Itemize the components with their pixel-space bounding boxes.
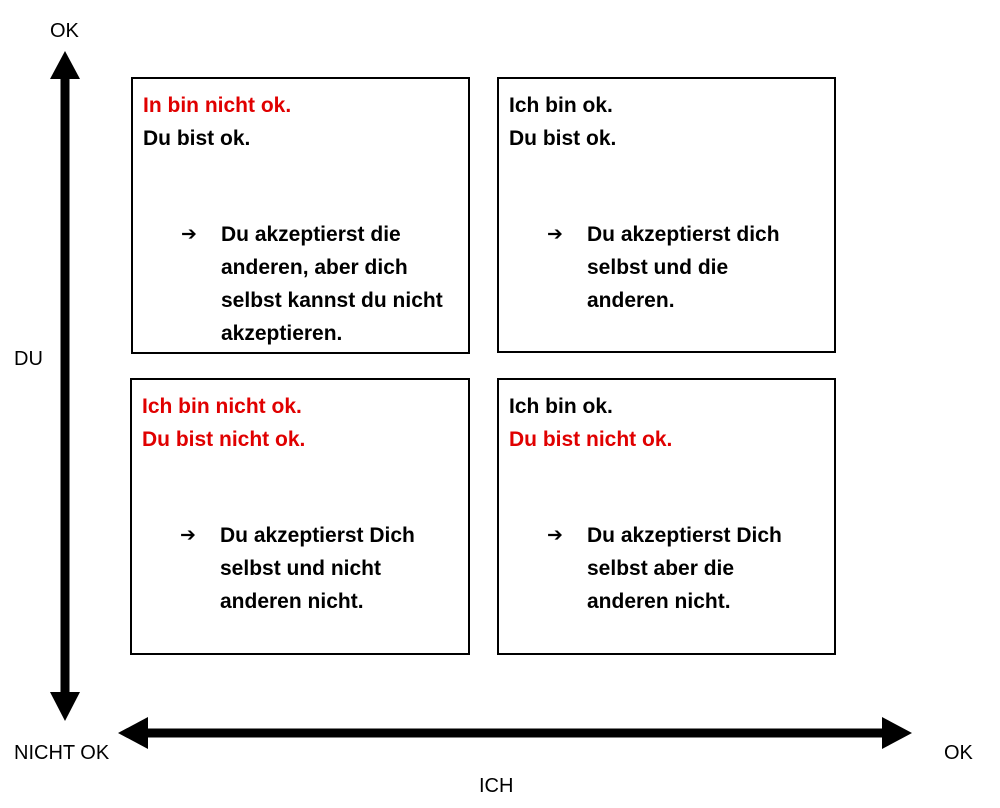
vertical-bottom-label: NICHT OK [14,742,110,764]
description-line: selbst kannst du nicht [221,289,443,312]
horizontal-axis-arrowhead-right [882,717,912,749]
ich-statement: In bin nicht ok. [143,94,292,117]
description-text [221,218,443,350]
vertical-axis-name: DU [14,348,43,370]
quadrant-top-right [497,77,836,353]
right-arrow-icon: ➔ [547,525,563,546]
quadrant-heading [143,89,291,155]
description-line: Du akzeptierst die [221,223,401,246]
right-arrow-icon: ➔ [180,525,196,546]
du-statement: Du bist nicht ok. [509,428,673,451]
description-line: selbst und die [587,256,729,279]
description-line: anderen. [587,289,675,312]
quadrant-bottom-right [497,378,836,655]
description-line: Du akzeptierst Dich [220,524,415,547]
quadrant-top-left [131,77,470,354]
quadrant-heading [142,390,305,456]
description-line: anderen, aber dich [221,256,408,279]
du-statement: Du bist ok. [509,127,617,150]
ich-statement: Ich bin ok. [509,94,613,117]
description-text [587,218,780,317]
description-line: selbst und nicht [220,557,382,580]
quadrant-bottom-left [130,378,470,655]
du-statement: Du bist nicht ok. [142,428,306,451]
horizontal-axis-arrowhead-left [118,717,148,749]
right-arrow-icon: ➔ [181,224,197,245]
description-line: anderen nicht. [587,590,731,613]
description-line: Du akzeptierst dich [587,223,780,246]
quadrant-heading [509,390,672,456]
description-line: Du akzeptierst Dich [587,524,782,547]
right-arrow-icon: ➔ [547,224,563,245]
description-line: akzeptieren. [221,322,343,345]
du-statement: Du bist ok. [143,127,251,150]
horizontal-axis-name: ICH [479,775,514,797]
description-text [220,519,415,618]
description-line: anderen nicht. [220,590,364,613]
description-text [587,519,782,618]
quadrant-heading [509,89,616,155]
ich-statement: Ich bin nicht ok. [142,395,302,418]
horizontal-right-label: OK [944,742,973,764]
vertical-axis-arrowhead-down [50,692,80,721]
description-line: selbst aber die [587,557,735,580]
vertical-top-label: OK [50,20,79,42]
vertical-axis-arrowhead-up [50,51,80,79]
ich-statement: Ich bin ok. [509,395,613,418]
